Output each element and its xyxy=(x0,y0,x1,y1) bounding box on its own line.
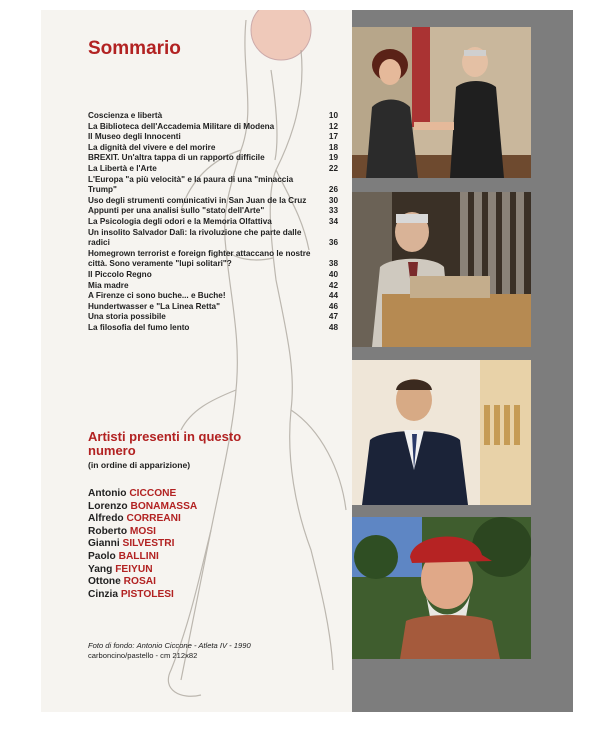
artist-item xyxy=(88,576,197,589)
toc-entry xyxy=(88,143,338,154)
artist-last-name: CICCONE xyxy=(129,488,177,499)
artist-first-name: Paolo xyxy=(88,550,116,562)
artist-last-name: PISTOLESI xyxy=(120,588,174,600)
artists-heading: Artisti presenti in questo numero xyxy=(88,429,242,458)
toc-entry-title: Hundertwasser e "La Linea Retta" xyxy=(88,301,220,311)
toc-entry-page: 12 xyxy=(328,121,338,131)
toc-entry xyxy=(88,270,338,281)
toc-entry-title: Un insolito Salvador Dalì: la rivoluzione che parte dalle radici xyxy=(88,227,302,248)
toc-entry-page: 33 xyxy=(328,206,338,216)
toc-entry xyxy=(88,175,338,196)
artist-first-name: Cinzia xyxy=(88,588,119,600)
toc-entry xyxy=(88,132,338,143)
toc-entry-page: 17 xyxy=(328,132,338,142)
toc-entry-page: 30 xyxy=(328,195,338,205)
toc-entry-title: La Psicologia degli odori e la Memoria Olfattiva xyxy=(88,216,272,226)
toc-entry-title: A Firenze ci sono buche... e Buche! xyxy=(88,291,226,301)
artist-last-name: FEIYUN xyxy=(115,563,153,575)
artist-item xyxy=(88,589,197,602)
toc-entry xyxy=(88,111,338,122)
artists-list xyxy=(88,488,197,601)
toc-entry xyxy=(88,312,338,323)
artist-first-name: Lorenzo xyxy=(88,500,128,512)
table-of-contents xyxy=(88,111,338,333)
artists-note: (in ordine di apparizione) xyxy=(88,460,191,470)
toc-entry-page: 46 xyxy=(328,301,338,311)
toc-entry-title: La dignità del vivere e del morire xyxy=(88,142,216,152)
toc-entry xyxy=(88,196,338,207)
toc-entry-title: Appunti per una analisi sullo "stato dell'Arte" xyxy=(88,206,265,216)
artist-item xyxy=(88,526,197,539)
page-title: Sommario xyxy=(88,38,181,59)
photo-award-ceremony xyxy=(352,27,531,178)
toc-entry-page: 10 xyxy=(328,111,338,120)
artist-first-name: Antonio xyxy=(88,488,127,499)
toc-entry xyxy=(88,323,338,334)
toc-entry-page: 40 xyxy=(328,269,338,279)
toc-entry xyxy=(88,291,338,302)
photo-man-in-suit xyxy=(352,360,531,505)
toc-entry-title: Homegrown terrorist e foreign fighter attaccano le nostre città. Sono veramente "lupi solitari"? xyxy=(88,248,311,269)
artist-last-name: SILVESTRI xyxy=(122,538,175,550)
artist-item xyxy=(88,564,197,577)
artist-item xyxy=(88,551,197,564)
artist-first-name: Roberto xyxy=(88,525,128,537)
toc-entry xyxy=(88,122,338,133)
artist-item xyxy=(88,513,197,526)
artist-item xyxy=(88,488,197,501)
toc-entry xyxy=(88,206,338,217)
artist-last-name: MOSI xyxy=(129,525,156,537)
toc-entry-title: BREXIT. Un'altra tappa di un rapporto difficile xyxy=(88,153,265,163)
toc-entry-title: La Libertà e l'Arte xyxy=(88,163,157,173)
background-credit xyxy=(88,641,251,661)
photo-man-at-lectern xyxy=(352,192,531,347)
toc-entry-title: Mia madre xyxy=(88,280,129,290)
toc-entry-page: 44 xyxy=(328,291,338,301)
toc-entry-page: 48 xyxy=(328,322,338,332)
toc-entry-title: Il Piccolo Regno xyxy=(88,269,152,279)
credit-line2: carboncino/pastello - cm 212x82 xyxy=(88,651,198,660)
toc-entry xyxy=(88,217,338,228)
toc-entry xyxy=(88,281,338,292)
contents-panel xyxy=(41,10,352,712)
toc-entry-title: Uso degli strumenti comunicativi in San Juan de la Cruz xyxy=(88,195,307,205)
toc-entry xyxy=(88,153,338,164)
toc-entry-page: 36 xyxy=(328,238,338,248)
toc-entry xyxy=(88,249,338,270)
toc-entry-title: La Biblioteca dell'Accademia Militare di Modena xyxy=(88,121,275,131)
toc-entry-page: 47 xyxy=(328,312,338,322)
artist-item xyxy=(88,538,197,551)
artist-last-name: BONAMASSA xyxy=(130,500,198,512)
toc-entry-title: L'Europa "a più velocità" e la paura di una "minaccia Trump" xyxy=(88,174,294,195)
artist-last-name: CORREANI xyxy=(126,513,181,525)
toc-entry-title: Una storia possibile xyxy=(88,312,166,322)
toc-entry-title: Coscienza e libertà xyxy=(88,111,163,120)
toc-entry-title: Il Museo degli Innocenti xyxy=(88,132,181,142)
toc-entry-title: La filosofia del fumo lento xyxy=(88,322,190,332)
toc-entry-page: 26 xyxy=(328,185,338,195)
photo-man-in-red-cap xyxy=(352,517,531,659)
toc-entry-page: 19 xyxy=(328,153,338,163)
toc-entry-page: 18 xyxy=(328,142,338,152)
toc-entry xyxy=(88,164,338,175)
artist-first-name: Alfredo xyxy=(88,513,124,525)
artist-item xyxy=(88,501,197,514)
toc-entry xyxy=(88,302,338,313)
artist-last-name: BALLINI xyxy=(118,550,159,562)
toc-entry-page: 42 xyxy=(328,280,338,290)
credit-text: Antonio Ciccone - Atleta IV - 1990 xyxy=(136,641,251,650)
artist-first-name: Ottone xyxy=(88,576,121,588)
toc-entry-page: 34 xyxy=(328,216,338,226)
credit-label: Foto di fondo: xyxy=(88,641,135,650)
artist-first-name: Yang xyxy=(88,563,113,575)
artist-last-name: ROSAI xyxy=(123,576,156,588)
toc-entry-page: 38 xyxy=(328,259,338,269)
toc-entry-page: 22 xyxy=(328,163,338,173)
toc-entry xyxy=(88,228,338,249)
artist-first-name: Gianni xyxy=(88,538,120,550)
